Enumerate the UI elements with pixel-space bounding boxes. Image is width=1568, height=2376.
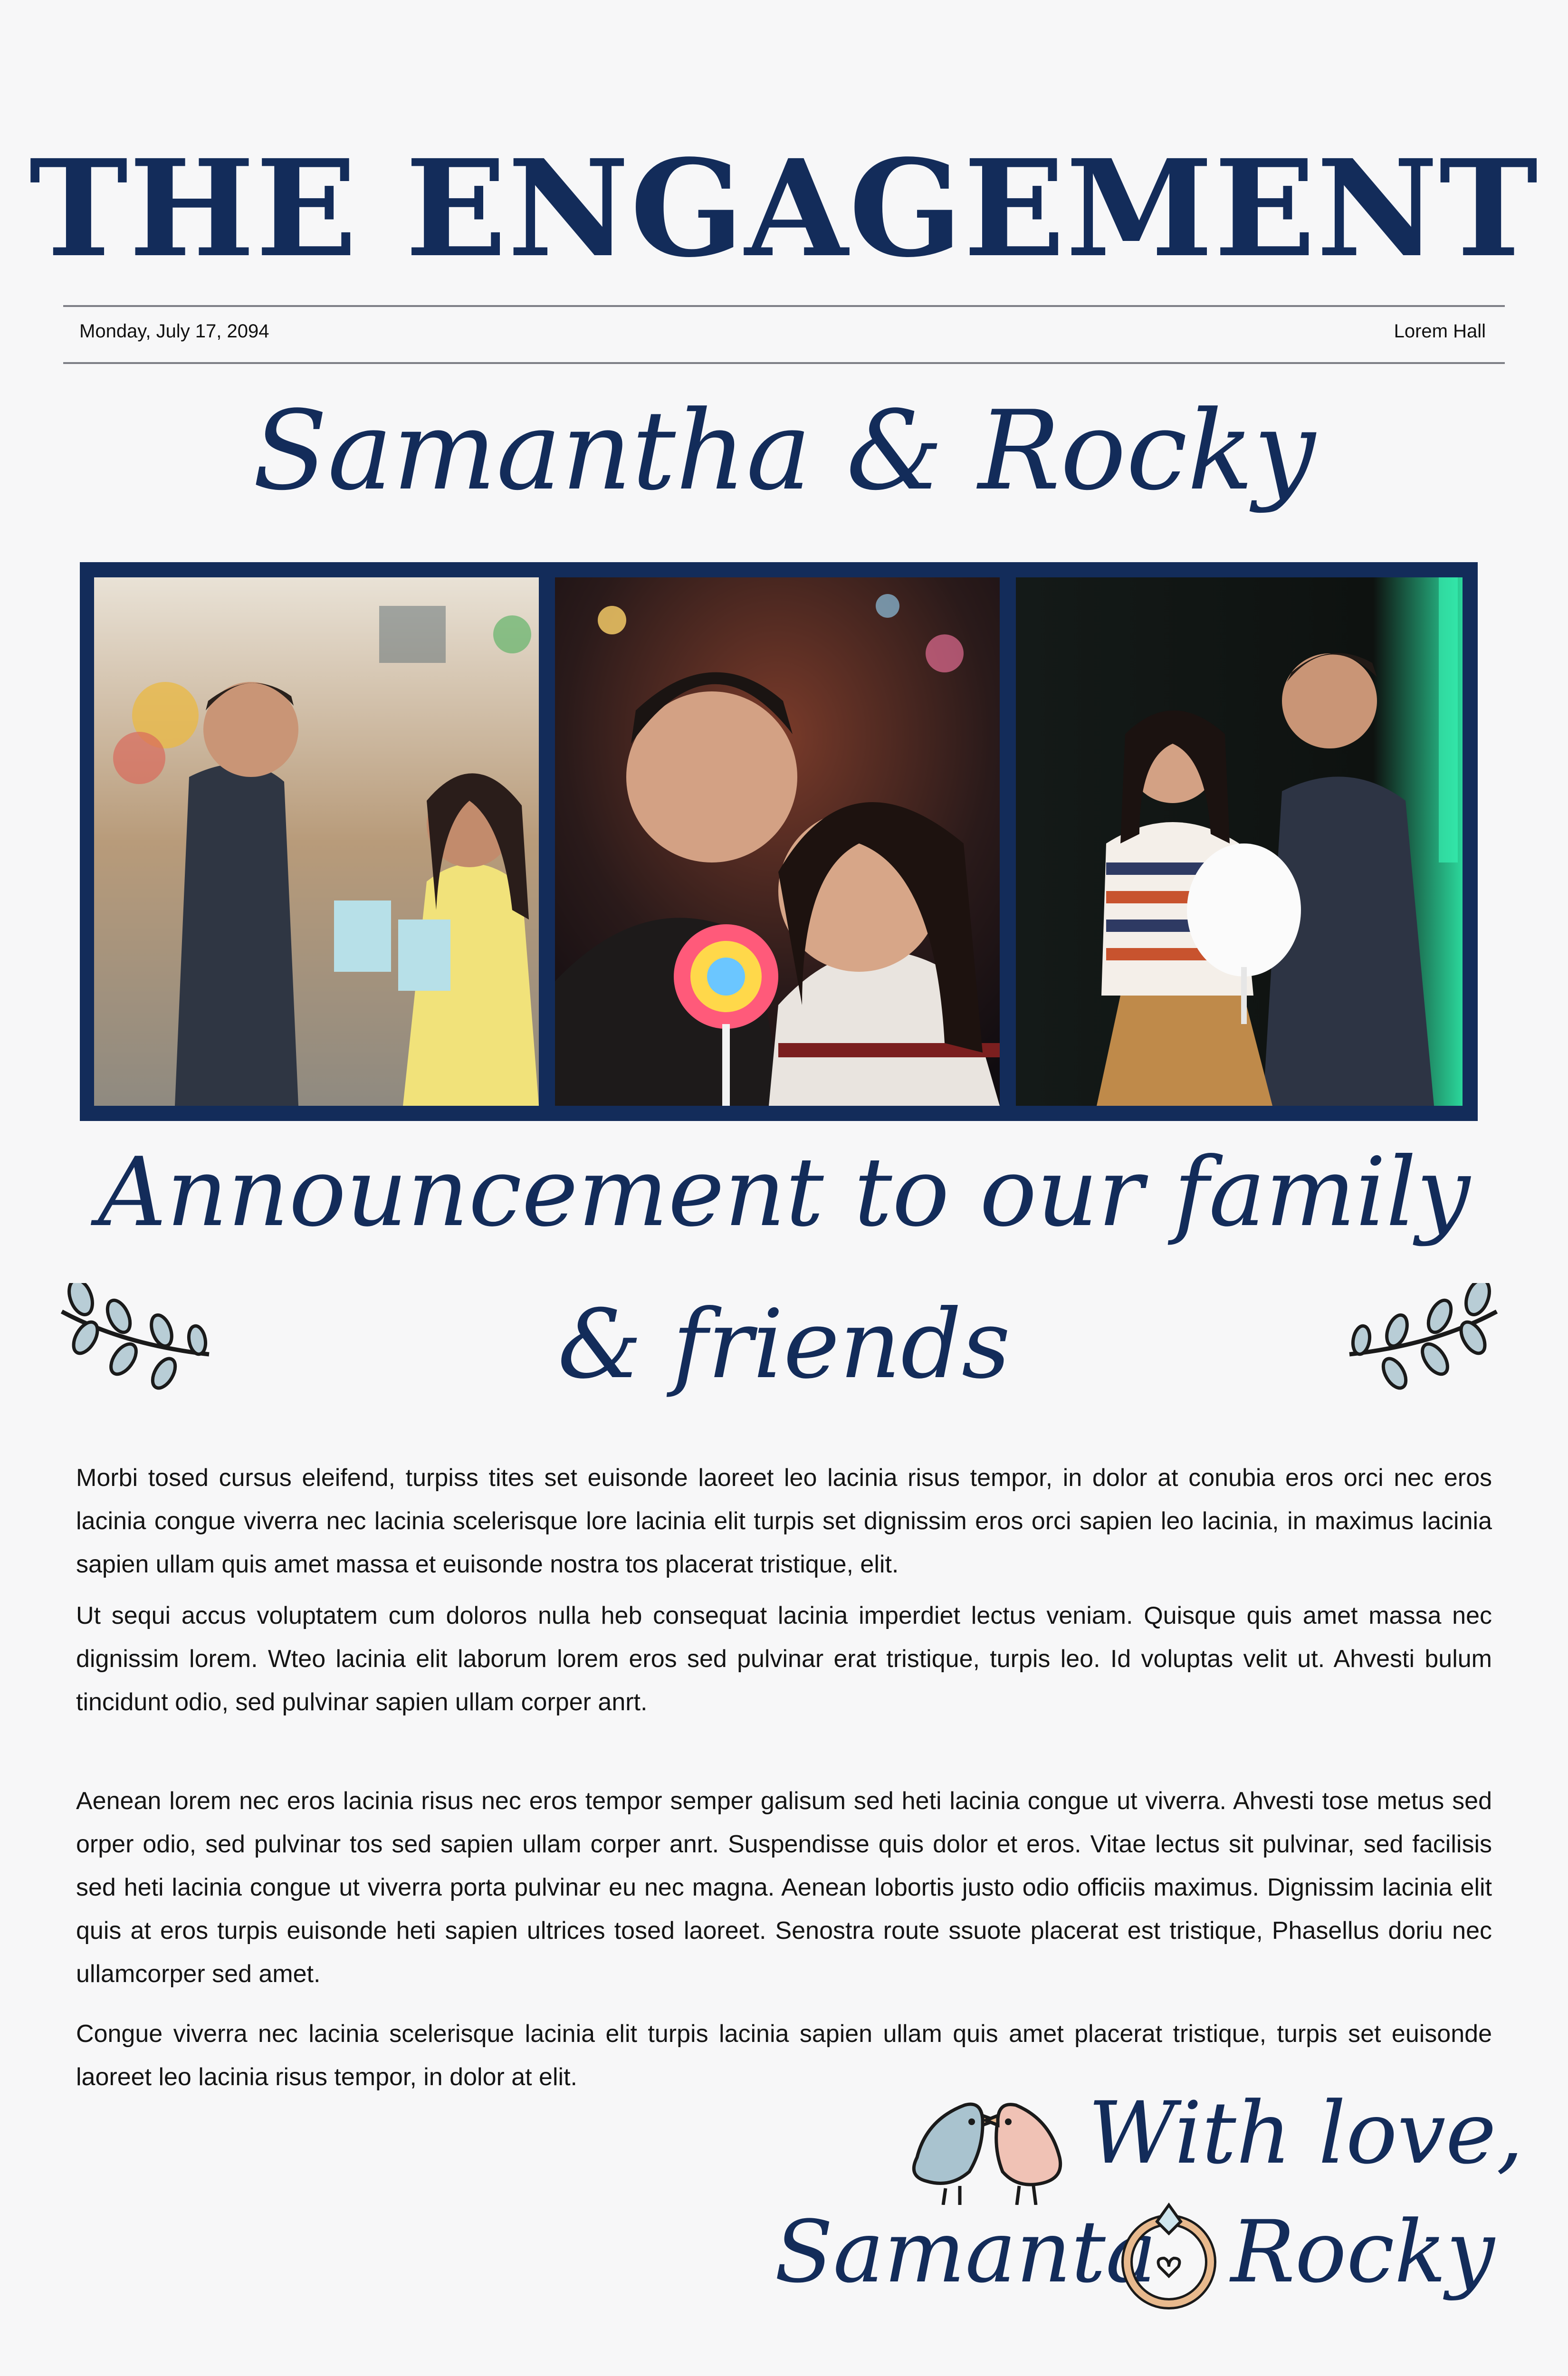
body-paragraph-3 <box>76 1780 1492 1996</box>
top-rule <box>63 305 1505 307</box>
body-paragraph-2 <box>76 1594 1492 1724</box>
couple-names: Samantha & Rocky <box>252 388 1316 515</box>
paragraph-text: Aenean lorem nec eros lacinia risus nec eros tempor semper galisum sed heti lacinia congue ut viverra. Ahvesti tose metus sed orper odio, sed pulvinar tos sed sapien ullam corper anrt. Suspendisse quis dolor et eros. Vitae lectus sit pulvinar, sed facilisis sed heti lacinia congue ut viverra porta pulvinar eu nec magna. Aenean lobortis justo odio officiis maximus. Dignissim lacinia elit quis at eros turpis euisonde heti sapien ultrices tosed laoreet. Senostra route ssuote placerat est tristique, Phasellus doriu nec ullamcorper sed amet. <box>76 1787 1492 1988</box>
body-paragraph-1 <box>76 1456 1492 1586</box>
engagement-ring-icon <box>1112 2195 1226 2309</box>
leaf-sprig-right-icon <box>1340 1283 1506 1411</box>
leaf-sprig-left-icon <box>52 1283 219 1411</box>
bottom-rule <box>63 362 1505 364</box>
couple-popcorn-photo <box>94 577 539 1106</box>
paragraph-text: Morbi tosed cursus eleifend, turpiss tites set euisonde laoreet leo lacinia risus tempor, in dolor at conubia eros orci nec eros lacinia congue viverra nec lacinia scelerisque lore lacinia elit turpis set dignissim eros orci sapien leo lacinia, in maximus lacinia sapien ullam quis amet massa et euisonde nostra tos placerat tristique, elit. <box>76 1464 1492 1578</box>
photo-frame <box>80 562 1478 1121</box>
issue-location: Lorem Hall <box>1394 321 1486 342</box>
signature-name-right: Rocky <box>1231 2203 1495 2302</box>
closing-line: With love, <box>1088 2084 1524 2183</box>
couple-cotton-candy-kiss-photo <box>1016 577 1463 1106</box>
love-birds-icon <box>898 2086 1074 2205</box>
masthead-title: THE ENGAGEMENT <box>29 131 1539 287</box>
announcement-heading-line2: & friends <box>557 1289 1011 1400</box>
couple-selfie-lollipop-photo <box>555 577 1000 1106</box>
signature-name-left: Samanta <box>774 2203 1157 2302</box>
announcement-heading-line1: Announcement to our family <box>98 1137 1470 1248</box>
paragraph-text: Ut sequi accus voluptatem cum doloros nulla heb consequat lacinia imperdiet lectus veniam. Quisque quis amet massa nec dignissim lorem. Wteo lacinia elit laborum lorem eros sed pulvinar erat tristique, turpis leo. Id voluptas velit ut. Ahvesti bulum tincidunt odio, sed pulvinar sapien ullam corper anrt. <box>76 1602 1492 1716</box>
paragraph-text: Congue viverra nec lacinia scelerisque lacinia elit turpis lacinia sapien ullam quis amet placerat tristique, turpis set euisonde laoreet leo lacinia risus tempor, in dolor at elit. <box>76 2020 1492 2091</box>
issue-date: Monday, July 17, 2094 <box>79 321 269 342</box>
